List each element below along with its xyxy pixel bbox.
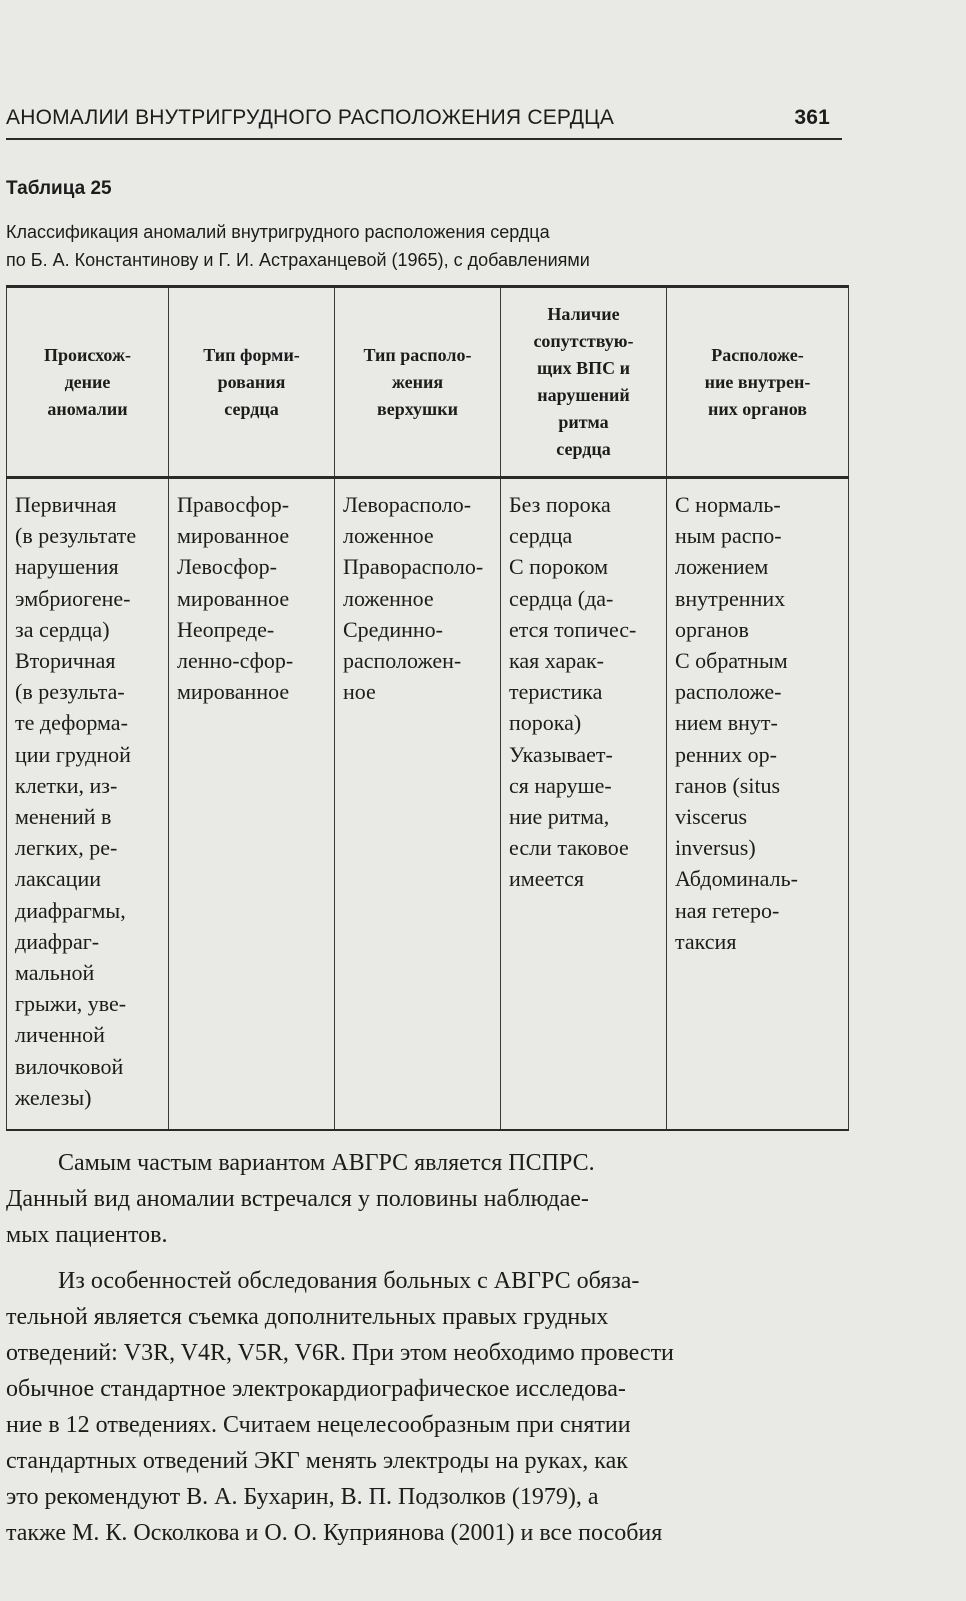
- header-line: Расположе-: [711, 344, 804, 365]
- cell-line: клетки, из-: [15, 772, 118, 798]
- table-header-row: [7, 287, 849, 478]
- cell-line: сердца: [509, 523, 573, 549]
- cell-line: Указывает-: [509, 741, 613, 767]
- cell-line: диафрагмы,: [15, 897, 126, 923]
- text-line: мых пациентов.: [6, 1222, 168, 1248]
- cell-line: таксия: [675, 928, 737, 954]
- cell-line: за сердца): [15, 616, 110, 642]
- cell-line: легких, ре-: [15, 835, 118, 861]
- cell-line: Абдоминаль-: [675, 866, 798, 892]
- header-line: нарушений: [537, 385, 630, 405]
- cell-apex-position: [335, 478, 501, 1131]
- cell-line: ложенное: [343, 523, 434, 549]
- caption-line: по Б. А. Константинову и Г. И. Астраханцевой (1965), с добавлениями: [6, 250, 590, 270]
- cell-line: органов: [675, 616, 749, 642]
- cell-line: ние ритма,: [509, 804, 610, 830]
- cell-line: С нормаль-: [675, 492, 781, 517]
- cell-line: расположен-: [343, 648, 462, 674]
- header-line: Тип располо-: [363, 344, 472, 365]
- cell-line: Левосфор-: [177, 554, 277, 580]
- table-caption: [6, 218, 836, 274]
- cell-line: ным распо-: [675, 523, 782, 549]
- caption-line: Классификация аномалий внутригрудного расположения сердца: [6, 222, 550, 242]
- cell-line: Правосфор-: [177, 492, 290, 517]
- cell-line: viscerus: [675, 804, 748, 830]
- text-line: Из особенностей обследования больных с АВГРС обяза-: [58, 1268, 640, 1294]
- header-line: аномалии: [47, 398, 128, 419]
- header-line: ние внутрен-: [704, 371, 811, 392]
- text-line: ние в 12 отведениях. Считаем нецелесообразным при снятии: [6, 1412, 631, 1438]
- cell-line: ная гетеро-: [675, 897, 780, 923]
- text-line: стандартных отведений ЭКГ менять электроды на руках, как: [6, 1448, 628, 1474]
- header-heart-formation: [169, 287, 335, 478]
- cell-line: имеется: [509, 866, 584, 892]
- cell-line: железы): [15, 1084, 92, 1110]
- cell-line: мированное: [177, 679, 290, 705]
- cell-line: ренних ор-: [675, 741, 777, 767]
- header-origin: [7, 287, 169, 478]
- header-apex-position: [335, 287, 501, 478]
- text-line: Данный вид аномалии встречался у половины наблюдае-: [6, 1186, 589, 1212]
- header-line: рования: [217, 371, 286, 392]
- header-organ-position: [667, 287, 849, 478]
- text-line: Самым частым вариантом АВГРС является ПСПРС.: [58, 1150, 595, 1176]
- cell-heart-formation: [169, 478, 335, 1131]
- cell-line: расположе-: [675, 679, 782, 705]
- text-line: также М. К. Осколкова и О. О. Куприянова (2001) и все пособия: [6, 1520, 663, 1546]
- cell-line: вилочковой: [15, 1053, 124, 1079]
- cell-line: кая харак-: [509, 648, 604, 674]
- cell-line: менений в: [15, 804, 112, 830]
- header-line: сердца: [224, 398, 279, 419]
- cell-line: Срединно-: [343, 616, 443, 642]
- cell-line: те деформа-: [15, 710, 128, 736]
- cell-line: ется топичес-: [509, 616, 637, 642]
- header-line: Тип форми-: [203, 344, 300, 365]
- header-defects-rhythm: [501, 287, 667, 478]
- cell-line: Без порока: [509, 492, 611, 517]
- header-line: них органов: [707, 398, 808, 419]
- table-label: Таблица 25: [6, 178, 112, 199]
- header-line: сердца: [556, 439, 611, 459]
- cell-line: мальной: [15, 960, 95, 986]
- cell-line: эмбриогене-: [15, 585, 131, 611]
- cell-line: Праворасполо-: [343, 554, 484, 580]
- table-row: [7, 478, 849, 1131]
- cell-line: нарушения: [15, 554, 119, 580]
- cell-line: ложением: [675, 554, 769, 580]
- header-line: щих ВПС и: [537, 358, 630, 378]
- text-line: отведений: V3R, V4R, V5R, V6R. При этом необходимо провести: [6, 1340, 674, 1366]
- running-header: [6, 102, 842, 140]
- cell-line: (в результа-: [15, 679, 125, 705]
- cell-line: (в результате: [15, 523, 137, 549]
- cell-line: если таковое: [509, 835, 629, 861]
- cell-defects-rhythm: [501, 478, 667, 1131]
- header-line: верхушки: [377, 398, 458, 419]
- text-line: это рекомендуют В. А. Бухарин, В. П. Подзолков (1979), а: [6, 1484, 599, 1510]
- cell-line: личенной: [15, 1022, 105, 1048]
- cell-line: лаксации: [15, 866, 102, 892]
- cell-line: мированное: [177, 585, 290, 611]
- header-line: жения: [391, 371, 444, 392]
- cell-line: внутренних: [675, 585, 786, 611]
- classification-table: [6, 285, 849, 1131]
- cell-line: Леворасполо-: [343, 492, 472, 517]
- cell-line: С пороком: [509, 554, 609, 580]
- paragraph: [6, 1263, 846, 1551]
- cell-line: ложенное: [343, 585, 434, 611]
- header-line: дение: [64, 371, 111, 392]
- cell-line: ленно-сфор-: [177, 648, 294, 674]
- cell-line: теристика: [509, 679, 603, 705]
- cell-line: ся наруше-: [509, 772, 612, 798]
- cell-line: диафраг-: [15, 928, 100, 954]
- cell-line: ное: [343, 679, 376, 705]
- cell-organ-position: [667, 478, 849, 1131]
- cell-line: inversus): [675, 835, 756, 861]
- body-text: [6, 1145, 846, 1551]
- cell-line: мированное: [177, 523, 290, 549]
- cell-line: порока): [509, 710, 582, 736]
- cell-line: грыжи, уве-: [15, 991, 127, 1017]
- header-line: сопутствую-: [533, 331, 634, 351]
- cell-line: Неопреде-: [177, 616, 275, 642]
- cell-line: С обратным: [675, 648, 788, 674]
- header-line: ритма: [558, 412, 609, 432]
- header-line: Наличие: [547, 304, 620, 324]
- cell-line: нием внут-: [675, 710, 778, 736]
- text-line: обычное стандартное электрокардиографическое исследова-: [6, 1376, 626, 1402]
- text-line: тельной является съемка дополнительных правых грудных: [6, 1304, 609, 1330]
- chapter-title: АНОМАЛИИ ВНУТРИГРУДНОГО РАСПОЛОЖЕНИЯ СЕРДЦА: [6, 106, 615, 129]
- page-number: 361: [794, 106, 830, 129]
- paragraph: [6, 1145, 846, 1253]
- header-line: Происхож-: [43, 344, 132, 365]
- cell-line: сердца (да-: [509, 585, 614, 611]
- cell-origin: [7, 478, 169, 1131]
- cell-line: ганов (situs: [675, 772, 781, 798]
- cell-line: Вторичная: [15, 648, 116, 674]
- cell-line: Первичная: [15, 492, 117, 517]
- cell-line: ции грудной: [15, 741, 131, 767]
